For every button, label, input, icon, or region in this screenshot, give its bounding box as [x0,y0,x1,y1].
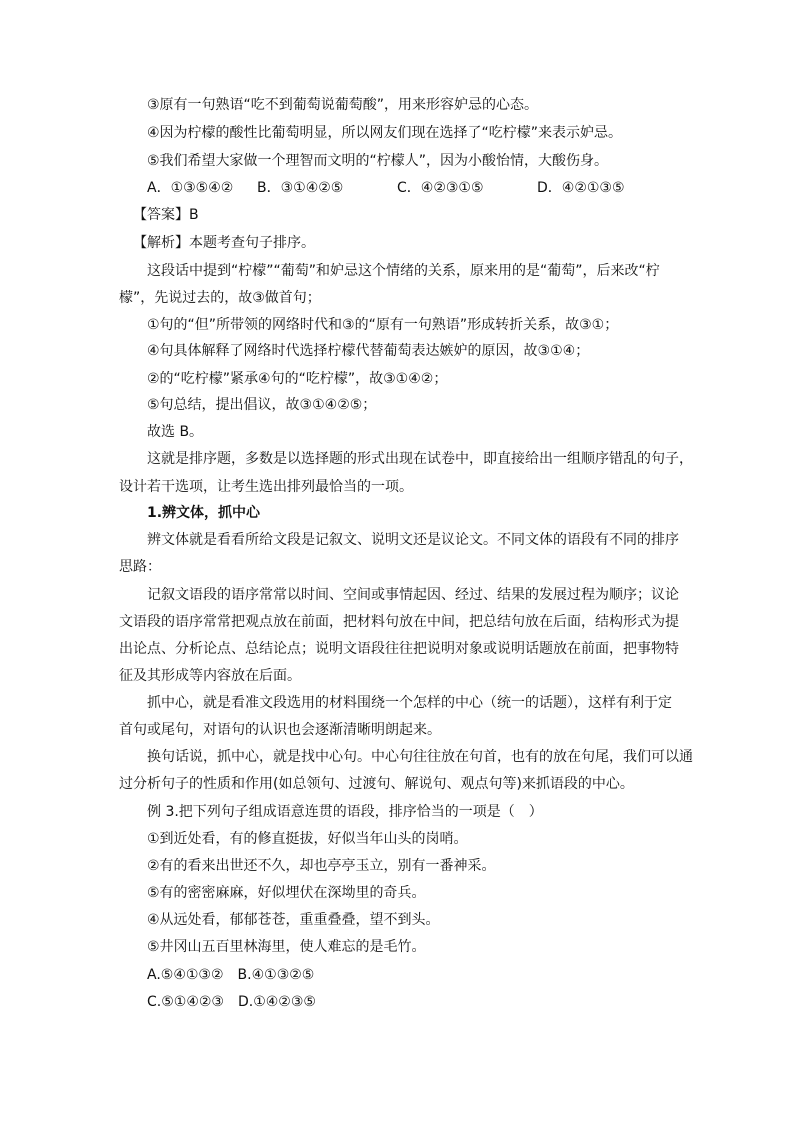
text-line: 这就是排序题，多数是以选择题的形式出现在试卷中，即直接给出一组顺序错乱的句子， [147,451,693,467]
text-line: ②有的看来出世还不久，却也亭亭玉立，别有一番神采。 [147,858,496,874]
text-line: ⑤我们希望大家做一个理智而文明的“柠檬人”，因为小酸怡情，大酸伤身。 [147,153,609,169]
text-line: 抓中心，就是看准文段选用的材料围绕一个怎样的中心（统一的话题），这样有利于定 [147,695,672,711]
analysis-heading: 【解析】本题考查句子排序。 [133,235,315,251]
text-line: ①句的“但”所带领的网络时代和③的“原有一句熟语”形成转折关系，故③①； [147,317,619,333]
section-heading: 1.辨文体，抓中心 [147,505,261,521]
example-question: 例 3.把下列句子组成语意连贯的语段，排序恰当的一项是（ ） [147,804,543,820]
option-a: A．①③⑤④② [147,180,234,196]
text-line: 首句或尾句，对语句的认识也会逐渐清晰明朗起来。 [119,722,441,738]
text-line: 出论点、分析论点、总结论点；说明文语段往往把说明对象或说明话题放在前面，把事物特 [119,641,679,657]
answer-line: 【答案】B [133,207,199,223]
text-line: 辨文体就是看看所给文段是记叙文、说明文还是议论文。不同文体的语段有不同的排序 [147,532,679,548]
text-line: 这段话中提到“柠檬”“葡萄”和妒忌这个情绪的关系，原来用的是“葡萄”，后来改“柠 [147,263,660,279]
text-line: ④句具体解释了网络时代选择柠檬代替葡萄表达嫉妒的原因，故③①④； [147,343,590,359]
text-line: ⑤井冈山五百里林海里，使人难忘的是毛竹。 [147,939,426,955]
text-line: 文语段的语序常常把观点放在前面，把材料句放在中间，把总结句放在后面，结构形式为提 [119,614,679,630]
answer-options [147,178,625,198]
text-line: 过分析句子的性质和作用(如总领句、过渡句、解说句、观点句等)来抓语段的中心。 [119,776,634,792]
option-d: D．④②①③⑤ [537,180,625,196]
options-line: A.⑤④①③② B.④①③②⑤ [147,967,315,983]
option-c: C．④②③①⑤ [397,180,484,196]
options-line: C.⑤①④②③ D.①④②③⑤ [147,994,316,1010]
text-line: 思路： [119,559,161,575]
text-line: 故选 B。 [147,424,204,440]
text-line: 换句话说，抓中心，就是找中心句。中心句往往放在句首，也有的放在句尾，我们可以通 [147,749,693,765]
text-line: ④因为柠檬的酸性比葡萄明显，所以网友们现在选择了“吃柠檬”来表示妒忌。 [147,125,623,141]
text-line: ②的“吃柠檬”紧承④句的“吃柠檬”，故③①④②； [147,371,448,387]
text-line: ⑤句总结，提出倡议，故③①④②⑤； [147,397,377,413]
option-b: B．③①④②⑤ [257,180,344,196]
text-line: ①到近处看，有的修直挺拔，好似当年山头的岗哨。 [147,831,468,847]
text-line: 征及其形成等内容放在后面。 [119,668,301,684]
text-line: 设计若干选项，让考生选出排列最恰当的一项。 [119,479,413,495]
text-line: ③原有一句熟语“吃不到葡萄说葡萄酸”，用来形容妒忌的心态。 [147,97,539,113]
text-line: ④从远处看，郁郁苍苍，重重叠叠，望不到头。 [147,912,440,928]
text-line: 檬”，先说过去的，故③做首句； [119,290,321,306]
text-line: 记叙文语段的语序常常以时间、空间或事情起因、经过、结果的发展过程为顺序；议论 [147,587,679,603]
text-line: ⑤有的密密麻麻，好似埋伏在深坳里的奇兵。 [147,885,426,901]
